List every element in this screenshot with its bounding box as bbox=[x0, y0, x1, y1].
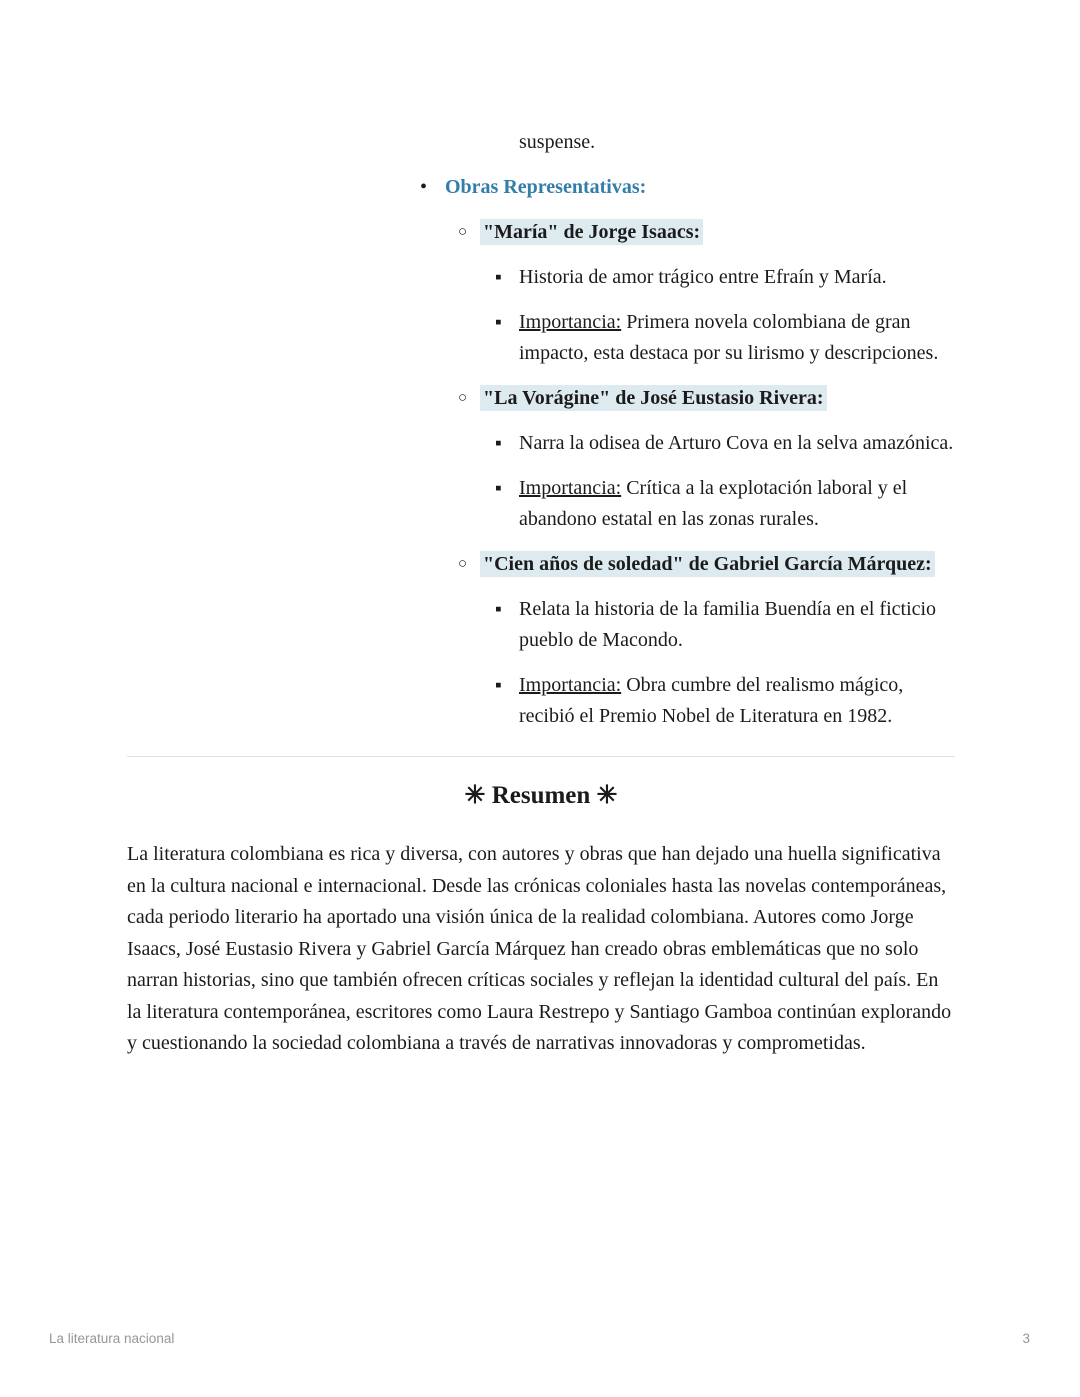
circle-bullet-icon: ○ bbox=[458, 390, 468, 406]
book-item-maria bbox=[457, 217, 955, 369]
square-bullet-icon: ▪ bbox=[495, 599, 502, 620]
obras-list bbox=[419, 172, 955, 732]
importance-label: Importancia: bbox=[519, 674, 622, 696]
obras-list-item bbox=[419, 172, 955, 732]
footer-title: La literatura nacional bbox=[49, 1331, 175, 1346]
bullet-icon: • bbox=[420, 176, 428, 198]
book-point bbox=[493, 428, 955, 459]
divider bbox=[127, 756, 955, 757]
book-point bbox=[493, 594, 955, 656]
square-bullet-icon: ▪ bbox=[495, 433, 502, 454]
resumen-heading bbox=[127, 778, 955, 814]
circle-bullet-icon: ○ bbox=[458, 556, 468, 572]
book-importance bbox=[519, 307, 955, 369]
circle-bullet-icon: ○ bbox=[458, 224, 468, 240]
asterisk-icon: ✳ bbox=[464, 782, 486, 809]
highlighted-title: "Cien años de soledad" de Gabriel García Márquez: bbox=[480, 551, 935, 577]
obras-heading: Obras Representativas: bbox=[445, 176, 647, 198]
importance-label: Importancia: bbox=[519, 311, 622, 333]
importance-text: Primera novela colombiana de gran impacto, esta destaca por su lirismo y descripciones. bbox=[519, 311, 939, 364]
continuation-text: suspense. bbox=[519, 131, 596, 153]
importance-text: Obra cumbre del realismo mágico, recibió el Premio Nobel de Literatura en 1982. bbox=[519, 674, 904, 727]
book-points bbox=[493, 262, 955, 369]
book-description: Historia de amor trágico entre Efraín y María. bbox=[519, 266, 887, 288]
page-footer bbox=[49, 1331, 1030, 1346]
book-importance bbox=[519, 670, 955, 732]
book-point bbox=[493, 670, 955, 732]
square-bullet-icon: ▪ bbox=[495, 312, 502, 333]
book-points bbox=[493, 594, 955, 732]
book-item-cien-anos bbox=[457, 549, 955, 732]
books-list bbox=[457, 217, 955, 732]
importance-label: Importancia: bbox=[519, 477, 622, 499]
square-bullet-icon: ▪ bbox=[495, 267, 502, 288]
book-importance bbox=[519, 473, 955, 535]
resumen-title-text: Resumen bbox=[491, 782, 591, 809]
importance-text: Crítica a la explotación laboral y el abandono estatal en las zonas rurales. bbox=[519, 477, 908, 530]
book-point bbox=[493, 262, 955, 293]
book-points bbox=[493, 428, 955, 535]
square-bullet-icon: ▪ bbox=[495, 675, 502, 696]
book-title bbox=[483, 383, 955, 414]
square-bullet-icon: ▪ bbox=[495, 478, 502, 499]
highlighted-title: "La Vorágine" de José Eustasio Rivera: bbox=[480, 385, 827, 411]
book-title bbox=[483, 549, 955, 580]
book-point bbox=[493, 473, 955, 535]
book-point bbox=[493, 307, 955, 369]
book-description: Narra la odisea de Arturo Cova en la selva amazónica. bbox=[519, 432, 954, 454]
highlighted-title: "María" de Jorge Isaacs: bbox=[480, 219, 703, 245]
resumen-paragraph: La literatura colombiana es rica y diversa, con autores y obras que han dejado una huella significativa en la cultura nacional e internacional. Desde las crónicas coloniales hasta las novelas contemporáneas, cada periodo literario ha aportado una visión única de la realidad colombiana. Autores como Jorge Isaacs, José Eustasio Rivera y Gabriel García Márquez han creado obras emblemáticas que no solo narran historias, sino que también ofrecen críticas sociales y reflejan la identidad cultural del país. En la literatura contemporánea, escritores como Laura Restrepo y Santiago Gamboa continúan explorando y cuestionando la sociedad colombiana a través de narrativas innovadoras y comprometidas. bbox=[127, 843, 952, 1054]
asterisk-icon: ✳ bbox=[596, 782, 618, 809]
book-description: Relata la historia de la familia Buendía en el ficticio pueblo de Macondo. bbox=[519, 598, 937, 651]
book-item-la-voragine bbox=[457, 383, 955, 535]
footer-page-number: 3 bbox=[1022, 1331, 1030, 1346]
book-title bbox=[483, 217, 955, 248]
